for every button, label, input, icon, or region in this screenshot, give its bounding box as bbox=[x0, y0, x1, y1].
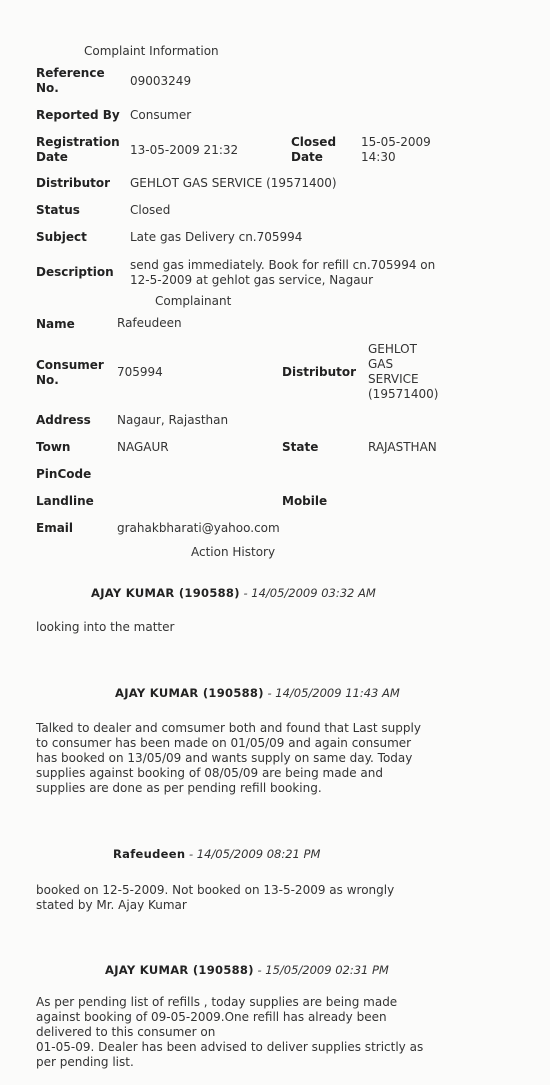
registration-date-value: 13-05-2009 21:32 bbox=[130, 143, 239, 157]
action-timestamp: - 14/05/2009 11:43 AM bbox=[263, 686, 400, 700]
closed-date-label: Closed Date bbox=[291, 135, 337, 164]
subject-label: Subject bbox=[36, 230, 87, 244]
address-label: Address bbox=[36, 413, 91, 427]
complainant-section-title: Complainant bbox=[155, 294, 232, 308]
action-author: AJAY KUMAR (190588) bbox=[105, 963, 254, 977]
description-label: Description bbox=[36, 265, 114, 279]
mobile-label: Mobile bbox=[282, 494, 328, 508]
subject-value: Late gas Delivery cn.705994 bbox=[130, 230, 303, 244]
closed-date-value: 15-05-2009 14:30 bbox=[361, 135, 431, 164]
action-timestamp: - 15/05/2009 02:31 PM bbox=[253, 963, 389, 977]
action-author: AJAY KUMAR (190588) bbox=[91, 586, 240, 600]
town-value: NAGAUR bbox=[117, 440, 169, 454]
address-value: Nagaur, Rajasthan bbox=[117, 413, 229, 427]
action-entry-header bbox=[91, 584, 376, 601]
action-author: Rafeudeen bbox=[113, 847, 186, 861]
state-label: State bbox=[282, 440, 319, 454]
distributor-value: GEHLOT GAS SERVICE (19571400) bbox=[130, 176, 337, 190]
consumer-no-value: 705994 bbox=[117, 365, 163, 379]
action-timestamp: - 14/05/2009 08:21 PM bbox=[185, 847, 321, 861]
complaint-section-title: Complaint Information bbox=[84, 44, 219, 58]
complainant-distributor-label: Distributor bbox=[282, 365, 357, 379]
consumer-no-label: Consumer No. bbox=[36, 358, 104, 387]
status-value: Closed bbox=[130, 203, 171, 217]
distributor-label: Distributor bbox=[36, 176, 111, 190]
action-history-title: Action History bbox=[191, 545, 276, 559]
state-value: RAJASTHAN bbox=[368, 440, 437, 454]
name-label: Name bbox=[36, 317, 75, 331]
action-entry-text: booked on 12-5-2009. Not booked on 13-5-2009 as wrongly stated by Mr. Ajay Kumar bbox=[36, 883, 395, 912]
action-entry-header bbox=[115, 684, 400, 701]
town-label: Town bbox=[36, 440, 71, 454]
action-author: AJAY KUMAR (190588) bbox=[115, 686, 264, 700]
email-value: grahakbharati@yahoo.com bbox=[117, 521, 280, 535]
complainant-distributor-value: GEHLOT GAS SERVICE (19571400) bbox=[368, 342, 439, 401]
reported-by-value: Consumer bbox=[130, 108, 192, 122]
reported-by-label: Reported By bbox=[36, 108, 120, 122]
name-value: Rafeudeen bbox=[117, 316, 182, 330]
action-entry-header bbox=[113, 845, 320, 862]
action-entry-text: Talked to dealer and comsumer both and found that Last supply to consumer has been made on 01/05/09 and again consumer has booked on 13/05/09 and wants supply on same day. Today supplies against booking of 08/05/09 are being made and supplies are done as per pending refill booking. bbox=[36, 721, 421, 795]
registration-date-label: Registration Date bbox=[36, 135, 120, 164]
action-timestamp: - 14/05/2009 03:32 AM bbox=[239, 586, 376, 600]
status-label: Status bbox=[36, 203, 80, 217]
reference-value: 09003249 bbox=[130, 74, 192, 88]
landline-label: Landline bbox=[36, 494, 94, 508]
description-value: send gas immediately. Book for refill cn.705994 on 12-5-2009 at gehlot gas service, Nagaur bbox=[130, 258, 436, 287]
reference-label: Reference No. bbox=[36, 66, 105, 95]
pincode-label: PinCode bbox=[36, 467, 92, 481]
action-entry-text: As per pending list of refills , today supplies are being made against booking of 09-05-2009.One refill has already been delivered to this consumer on 01-05-09. Dealer has been advised to deliver supplies strictly as per pending list. bbox=[36, 995, 424, 1069]
action-entry-header bbox=[105, 961, 389, 978]
email-label: Email bbox=[36, 521, 74, 535]
action-entry-text: looking into the matter bbox=[36, 620, 175, 634]
